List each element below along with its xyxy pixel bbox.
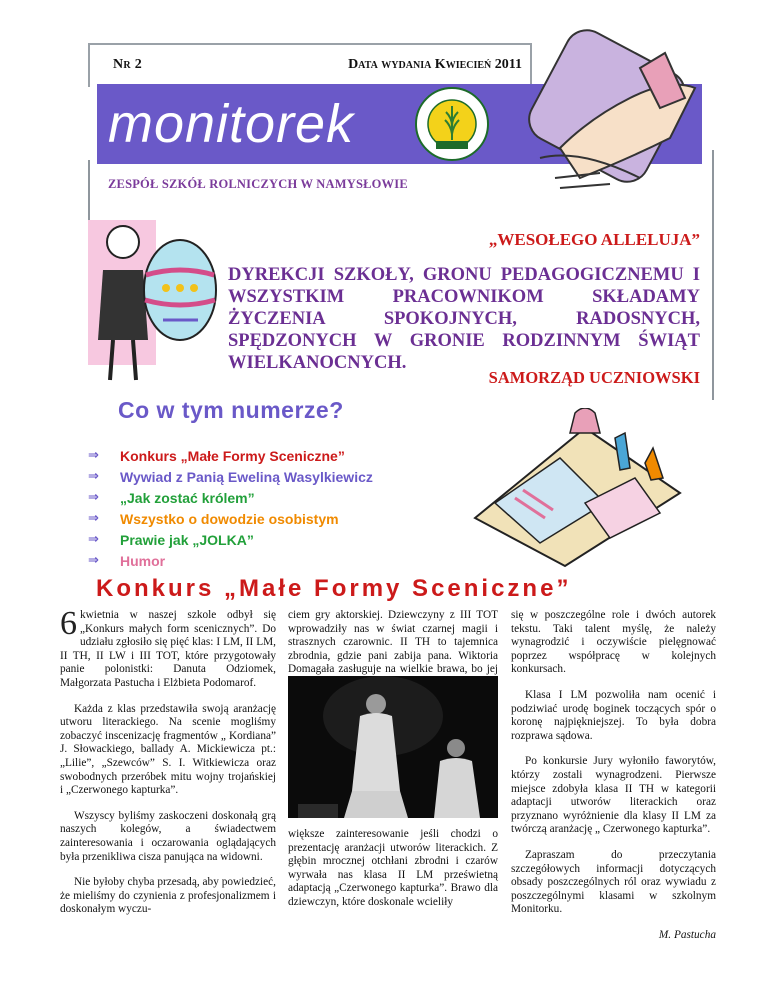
greeting-signature: SAMORZĄD UCZNIOWSKI [488, 368, 700, 387]
article-column-2-continued [288, 828, 498, 922]
arrow-icon: ⇒ [88, 448, 99, 463]
toc-label: Wywiad z Panią Eweliną Wasylkiewicz [120, 469, 373, 485]
contents-title: Co w tym numerze? [118, 397, 344, 423]
article-column-3 [511, 609, 716, 954]
toc-label: Konkurs „Małe Formy Sceniczne” [120, 448, 345, 464]
article-author: M. Pastucha [658, 928, 716, 941]
article-paragraph: Klasa I LM pozwoliła nam ocenić i podziwiać urodę boginek toczących spór o koronę najpiękniejszej. To była dobra rozprawa sądowa. [511, 688, 716, 742]
article-paragraph: Każda z klas przedstawiła swoją aranżację utworu literackiego. Na scenie mogliśmy zobaczyć inscenizację fragmentów „ Kordiana” J. Słowackiego, ballady A. Mickiewicza pt.: „Lilie”, „Szewców” S. I. Witkiewicza oraz swobodnych przeróbek mitu wojny trojańskiej i „Czerwonego kapturka”. [60, 702, 276, 797]
issue-number: Nr 2 [113, 57, 143, 72]
article-paragraph: Nie byłoby chyba przesadą, aby powiedzieć, że mieliśmy do czynienia z profesjonalizmem i doskonałym wyczu- [60, 876, 276, 916]
newsletter-title: monitorek [108, 94, 355, 154]
article-column-1 [60, 605, 276, 929]
article-paragraph: Po konkursie Jury wyłoniło faworytów, którzy zostali wynagrodzeni. Pierwsze miejsce zdobyła klasa II TH w kategorii adaptacji utworów literackich oraz przyznano wyróżnienie dla klasy II LM za twórczą aranżację „ Czerwonego kapturka”. [511, 755, 716, 836]
article-paragraph: się w poszczególne role i dwóch autorek tekstu. Taki talent myślę, że należy wynagrodzić i oczywiście pielęgnować poprzez współpracę w kolejnych konkursach. [511, 609, 716, 676]
arrow-icon: ⇒ [88, 511, 99, 526]
desk-papers-illustration [465, 408, 685, 568]
article-title: Konkurs „Małe Formy Sceniczne” [96, 575, 572, 602]
quill-illustration [520, 28, 720, 208]
article-paragraph: kwietnia w naszej szkole odbył się „Konkurs małych form scenicznych”. Do udziału zgłosiło się pięć klas: I LM, II LM, II TH, II LW i III TOT, które przygotowały panie polonistki: Danuta Odziomek, Małgorzata Pastucha i Elżbieta Podomarof. [60, 609, 276, 689]
article-paragraph: Zapraszam do przeczytania szczegółowych informacji dotyczących obsady poszczególnych ról oraz wywiadu z poszczególnymi klasami w szkolnym Monitorku. [511, 848, 716, 916]
arrow-icon: ⇒ [88, 469, 99, 484]
toc-label: Humor [120, 553, 166, 569]
article-paragraph: większe zainteresowanie jeśli chodzi o prezentację aranżacji utworów literackich. Z głębin mrocznej otchłani zbrodni i czarów wyrwała nas klasa II LM prześwietną adaptacją „Czerwonego kapturka”. Brawo dla dziewczyn, które doskonale wcieliły [288, 828, 498, 908]
issue-date: Data wydania Kwiecień 2011 [348, 57, 522, 72]
easter-egg-illustration [88, 220, 228, 390]
drop-cap: 6 [60, 605, 77, 642]
article-paragraph: Wszyscy byliśmy zaskoczeni doskonałą grą naszych kolegów, a świadectwem zainteresowania i oczarowania oglądających była przenikliwa cisza panująca na widowni. [60, 809, 276, 863]
article-paragraph: ciem gry aktorskiej. Dziewczyny z III TOT wprowadziły nas w świat czarnej magii i strasznych czarownic. II TH to tajemnica zbrodnia, gdzie pani zabija pana. Wiktoria Domagała zasługuje na wielkie brawa, bo jej [288, 609, 498, 676]
easter-wishes-text: DYREKCJI SZKOŁY, GRONU PEDAGOGICZNEMU I WSZYSTKIM PRACOWNIKOM SKŁADAMY ŻYCZENIA SPOKOJNYCH, RADOSNYCH, SPĘDZONYCH W GRONIE RODZINNYM ŚWIĄT WIELKANOCNYCH. [228, 265, 700, 373]
toc-label: Wszystko o dowodzie osobistym [120, 511, 339, 527]
arrow-icon: ⇒ [88, 490, 99, 505]
toc-label: Prawie jak „JOLKA” [120, 532, 254, 548]
stage-photo [288, 676, 498, 818]
easter-greeting-title: „WESOŁEGO ALLELUJA” [488, 230, 700, 249]
school-logo [414, 86, 490, 162]
arrow-icon: ⇒ [88, 553, 99, 568]
toc-label: „Jak zostać królem” [120, 490, 255, 506]
school-name: ZESPÓŁ SZKÓŁ ROLNICZYCH W NAMYSŁOWIE [108, 177, 408, 191]
arrow-icon: ⇒ [88, 532, 99, 547]
